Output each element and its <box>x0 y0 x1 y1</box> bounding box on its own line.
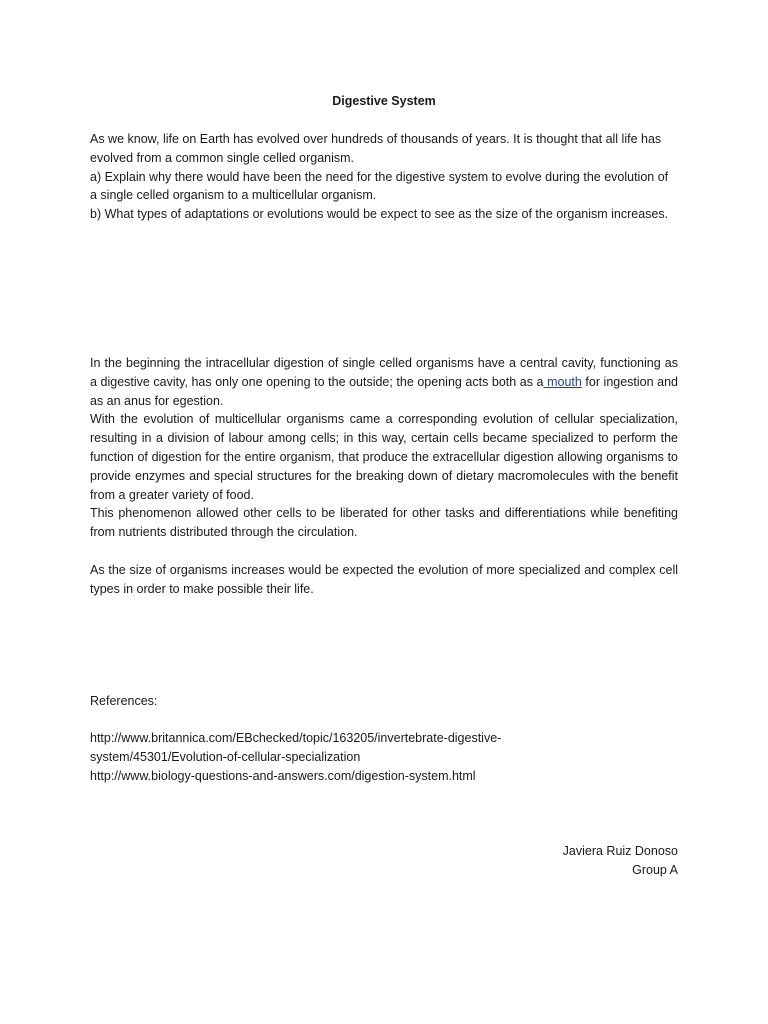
answer-paragraph-1-end: for ingestion and as an anus for egestion. <box>90 374 678 408</box>
conclusion-paragraph: As the size of organisms increases would be expected the evolution of more specialized and complex cell types in order to make possible their life. <box>90 563 678 596</box>
references-heading: References: <box>90 694 158 708</box>
question-b: b) What types of adaptations or evolutions would be expect to see as the size of the organism increases. <box>90 207 669 222</box>
answer-paragraph-1 <box>90 354 678 410</box>
signature-block <box>563 842 678 880</box>
intro-paragraph: As we know, life on Earth has evolved over hundreds of thousands of years. It is thought that all life has evolved from a common single celled organism. <box>90 132 662 165</box>
reference-1-line-2: system/45301/Evolution-of-cellular-specialization <box>90 749 361 764</box>
intro-section <box>90 130 678 224</box>
references-list <box>90 729 678 785</box>
document-title: Digestive System <box>332 94 436 108</box>
document-page <box>90 0 678 1024</box>
answer-section <box>90 354 678 542</box>
reference-1-line-1: http://www.britannica.com/EBchecked/topic/163205/invertebrate-digestive- <box>90 731 502 745</box>
answer-paragraph-3: This phenomenon allowed other cells to be liberated for other tasks and differentiations while benefiting from nutrients distributed through the circulation. <box>90 506 678 540</box>
reference-2: http://www.biology-questions-and-answers.com/digestion-system.html <box>90 768 476 783</box>
group-label: Group A <box>632 863 678 877</box>
question-a: a) Explain why there would have been the need for the digestive system to evolve during the evolution of a single celled organism to a multicellular organism. <box>90 169 669 203</box>
answer-paragraph-1-start: In the beginning the intracellular digestion of single celled organisms have a central cavity, functioning as a digestive cavity, has only one opening to the outside; the opening acts both as a <box>90 356 678 389</box>
mouth-link[interactable]: mouth <box>543 374 582 389</box>
answer-paragraph-2: With the evolution of multicellular organisms came a corresponding evolution of cellular specialization, resulting in a division of labour among cells; in this way, certain cells became specialized to perform the function of digestion for the entire organism, that produce the extracellular digestion allowing organisms to provide enzymes and special structures for the breaking down of dietary macromolecules with the benefit from a greater variety of food. <box>90 412 678 502</box>
author-name: Javiera Ruiz Donoso <box>562 844 678 858</box>
